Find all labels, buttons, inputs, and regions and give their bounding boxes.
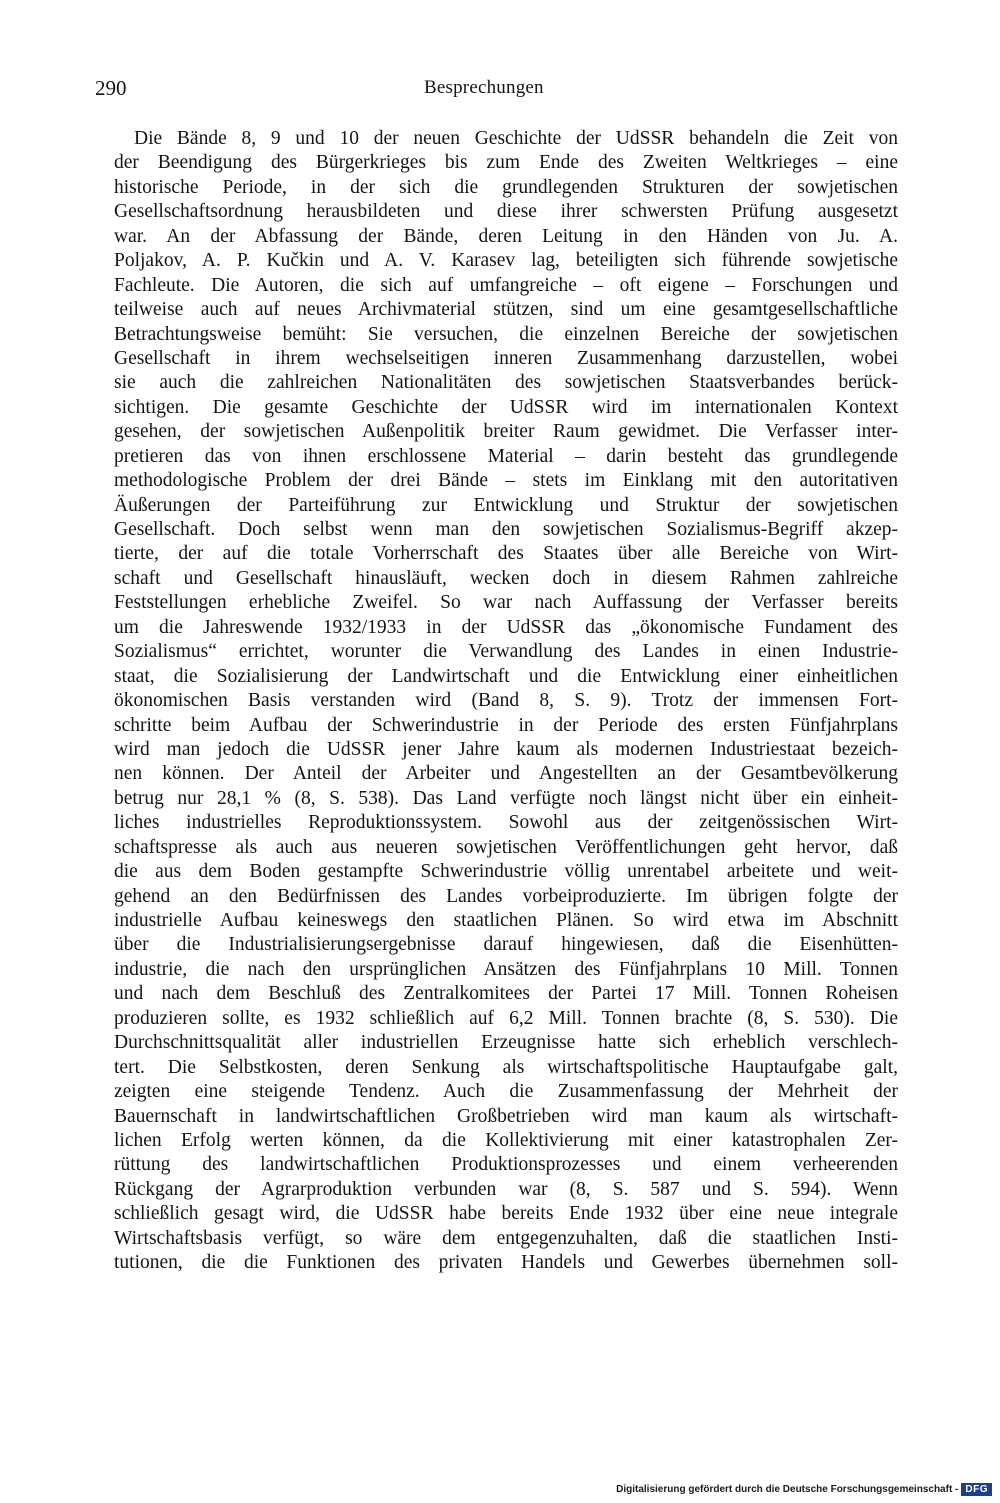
digitization-footer	[616, 1481, 992, 1497]
text-line: Betrachtungsweise bemüht: Sie versuchen, die einzelnen Bereiche der sowjetischen	[114, 323, 898, 345]
text-line: gehend an den Bedürfnissen des Landes vorbeiproduzierte. Im übrigen folgte der	[114, 885, 898, 907]
text-line: tert. Die Selbstkosten, deren Senkung als wirtschaftspolitische Hauptaufgabe galt,	[114, 1056, 898, 1078]
body-text	[114, 127, 898, 1276]
text-line: betrug nur 28,1 % (8, S. 538). Das Land verfügte noch längst nicht über ein einheit-	[114, 787, 898, 809]
text-line: sichtigen. Die gesamte Geschichte der UdSSR wird im internationalen Kontext	[114, 396, 898, 418]
text-line: der Beendigung des Bürgerkrieges bis zum Ende des Zweiten Weltkrieges – eine	[114, 152, 898, 174]
page-number: 290	[95, 76, 127, 100]
text-line: Rückgang der Agrarproduktion verbunden war (8, S. 587 und S. 594). Wenn	[114, 1178, 898, 1200]
text-line: war. An der Abfassung der Bände, deren Leitung in den Händen von Ju. A.	[114, 225, 898, 247]
text-line: staat, die Sozialisierung der Landwirtschaft und die Entwicklung einer einheitlichen	[114, 665, 898, 687]
text-line: Sozialismus“ errichtet, worunter die Verwandlung des Landes in einen Industrie-	[114, 641, 898, 663]
text-line: rüttung des landwirtschaftlichen Produktionsprozesses und einem verheerenden	[114, 1154, 898, 1176]
text-line: lichen Erfolg werten können, da die Kollektivierung mit einer katastrophalen Zer-	[114, 1129, 898, 1151]
running-head: Besprechungen	[424, 77, 544, 98]
text-line: schaft und Gesellschaft hinausläuft, wecken doch in diesem Rahmen zahlreiche	[114, 567, 898, 589]
text-line: Gesellschaft. Doch selbst wenn man den sowjetischen Sozialismus-Begriff akzep-	[114, 519, 898, 540]
text-line: und nach dem Beschluß des Zentralkomitees der Partei 17 Mill. Tonnen Roheisen	[114, 983, 898, 1005]
text-line: Äußerungen der Parteiführung zur Entwicklung und Struktur der sowjetischen	[114, 494, 898, 516]
text-line: wird man jedoch die UdSSR jener Jahre kaum als modernen Industriestaat bezeich-	[114, 738, 898, 760]
text-line: sie auch die zahlreichen Nationalitäten des sowjetischen Staatsverbandes berück-	[114, 372, 898, 394]
text-line: pretieren das von ihnen erschlossene Material – darin besteht das grundlegende	[114, 445, 898, 467]
text-line: Wirtschaftsbasis verfügt, so wäre dem entgegenzuhalten, daß die staatlichen Insti-	[114, 1227, 898, 1249]
text-line: schaftspresse als auch aus neueren sowjetischen Veröffentlichungen geht hervor, daß	[114, 836, 898, 858]
text-line: Poljakov, A. P. Kučkin und A. V. Karasev lag, beteiligten sich führende sowjetische	[114, 250, 898, 272]
text-line: schließlich gesagt wird, die UdSSR habe bereits Ende 1932 über eine neue integrale	[114, 1203, 898, 1225]
text-line: um die Jahreswende 1932/1933 in der UdSSR das „ökonomische Fundament des	[114, 616, 898, 638]
text-line: schritte beim Aufbau der Schwerindustrie in der Periode des ersten Fünfjahrplans	[114, 714, 898, 736]
text-line: industrielle Aufbau keineswegs den staatlichen Plänen. So wird etwa im Abschnitt	[114, 910, 898, 931]
text-line: Fachleute. Die Autoren, die sich auf umfangreiche – oft eigene – Forschungen und	[114, 274, 898, 296]
text-line: über die Industrialisierungsergebnisse darauf hingewiesen, daß die Eisenhütten-	[114, 934, 898, 956]
text-line: industrie, die nach den ursprünglichen Ansätzen des Fünfjahrplans 10 Mill. Tonnen	[114, 958, 898, 980]
text-line: tutionen, die die Funktionen des privaten Handels und Gewerbes übernehmen soll-	[114, 1252, 898, 1274]
text-line: Die Bände 8, 9 und 10 der neuen Geschichte der UdSSR behandeln die Zeit von	[134, 128, 898, 149]
text-line: ökonomischen Basis verstanden wird (Band 8, S. 9). Trotz der immensen Fort-	[114, 690, 898, 712]
text-line: gesehen, der sowjetischen Außenpolitik breiter Raum gewidmet. Die Verfasser inter-	[114, 421, 898, 443]
footer-credit-text: Digitalisierung gefördert durch die Deutsche Forschungsgemeinschaft -	[616, 1483, 959, 1495]
text-line: Bauernschaft in landwirtschaftlichen Großbetrieben wird man kaum als wirtschaft-	[114, 1105, 898, 1127]
text-line: die aus dem Boden gestampfte Schwerindustrie völlig unrentabel arbeitete und weit-	[114, 861, 898, 883]
text-line: nen können. Der Anteil der Arbeiter und Angestellten an der Gesamtbevölkerung	[114, 763, 898, 785]
dfg-logo: DFG	[961, 1483, 992, 1496]
text-line: produzieren sollte, es 1932 schließlich auf 6,2 Mill. Tonnen brachte (8, S. 530). Die	[114, 1007, 898, 1029]
text-line: liches industrielles Reproduktionssystem. Sowohl aus der zeitgenössischen Wirt-	[114, 812, 898, 834]
text-line: teilweise auch auf neues Archivmaterial stützen, sind um eine gesamtgesellschaftliche	[114, 299, 898, 321]
text-line: historische Periode, in der sich die grundlegenden Strukturen der sowjetischen	[114, 176, 898, 198]
text-line: Durchschnittsqualität aller industriellen Erzeugnisse hatte sich erheblich verschlech-	[114, 1032, 898, 1054]
text-line: Gesellschaft in ihrem wechselseitigen inneren Zusammenhang darzustellen, wobei	[114, 347, 898, 369]
text-line: methodologische Problem der drei Bände – stets im Einklang mit den autoritativen	[114, 470, 898, 492]
text-line: tierte, der auf die totale Vorherrschaft des Staates über alle Bereiche von Wirt-	[114, 543, 898, 565]
text-line: zeigten eine steigende Tendenz. Auch die Zusammenfassung der Mehrheit der	[114, 1081, 898, 1103]
text-line: Feststellungen erhebliche Zweifel. So war nach Auffassung der Verfasser bereits	[114, 592, 898, 614]
text-line: Gesellschaftsordnung herausbildeten und diese ihrer schwersten Prüfung ausgesetzt	[114, 201, 898, 223]
